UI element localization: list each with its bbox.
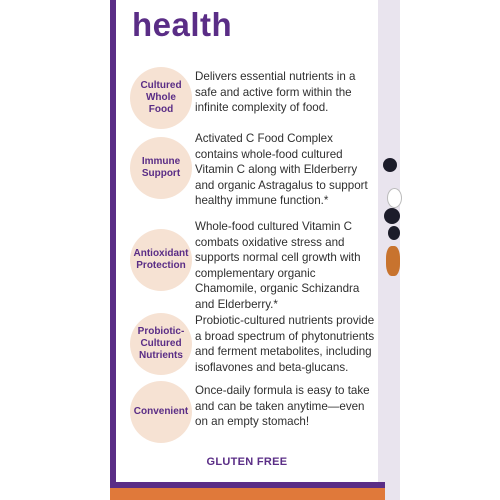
benefit-description: Activated C Food Complex contains whole-food cultured Vitamin C along with Elderberry and organic Astragalus to support healthy immune function.* [195,132,368,207]
berry-decoration [383,158,397,172]
benefit-description: Whole-food cultured Vitamin C combats oxidative stress and supports normal cell growth with complementary organic Chamomile, organic Schizandra and Elderberry.* [195,220,361,311]
benefit-badge-label: Probiotic- Cultured Nutrients [137,326,185,361]
berry-decoration [384,208,400,224]
benefit-description: Probiotic-cultured nutrients provide a broad spectrum of phytonutrients and ferment metabolites, including isoflavones and beta-glucans. [195,314,375,374]
benefit-badge-label: Antioxidant Protection [133,248,189,271]
benefit-description: Once-daily formula is easy to take and can be taken anytime—even on an empty stomach! [195,384,370,428]
benefit-badge-label: Convenient [133,406,189,417]
benefit-description: Delivers essential nutrients in a safe and active form within the infinite complexity of food. [195,70,356,114]
gluten-free-label: GLUTEN FREE [206,456,288,468]
benefit-badge [130,313,192,375]
benefit-badge [130,381,192,443]
bottom-band [110,482,385,500]
benefit-badge [130,137,192,199]
benefit-badge-label: Cultured Whole Food [140,80,182,115]
berry-decoration [388,226,400,240]
berry-decoration [386,246,400,276]
benefit-badge [130,229,192,291]
benefit-badge [130,67,192,129]
benefit-badge-label: Immune Support [141,156,181,179]
berry-decoration [387,188,402,208]
page-title: health [132,6,233,43]
